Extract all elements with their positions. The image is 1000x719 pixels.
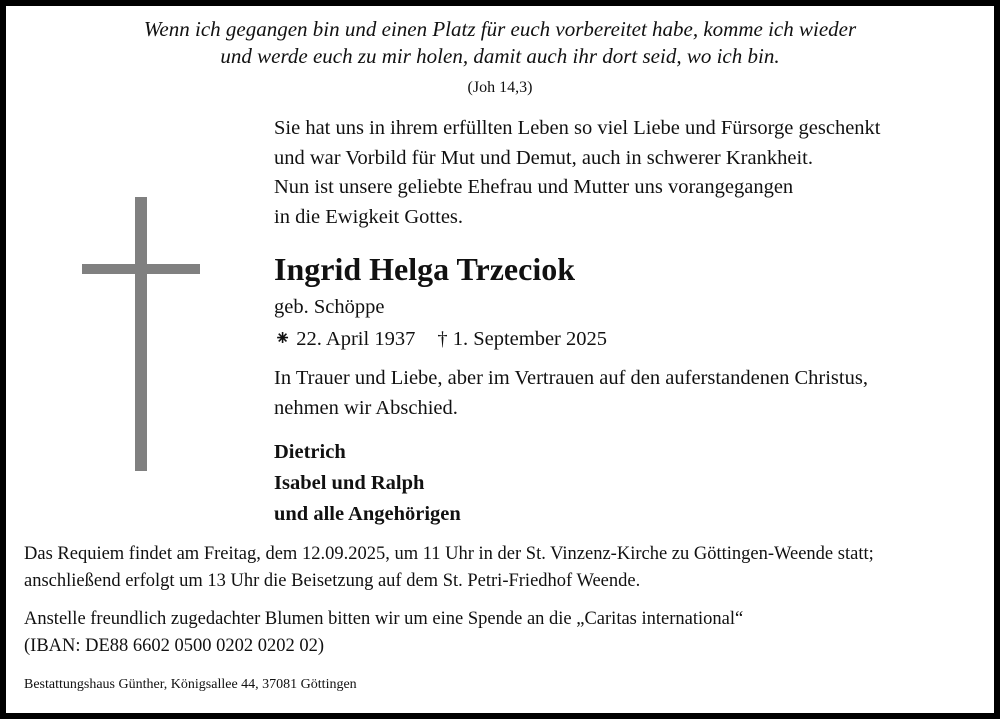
intro-line: Sie hat uns in ihrem erfüllten Leben so viel Liebe und Fürsorge geschenkt [274,117,881,139]
verse-line: und werde euch zu mir holen, damit auch ihr dort seid, wo ich bin. [220,44,780,68]
mourner: und alle Angehörigen [274,503,461,525]
intro-line: in die Ewigkeit Gottes. [274,205,464,228]
death-date: † 1. September 2025 [437,328,607,350]
service-info [24,541,874,595]
bible-verse [6,16,994,70]
obituary-notice [6,6,994,713]
intro-line: und war Vorbild für Mut und Demut, auch in schwerer Krankheit. [274,146,813,169]
service-line: anschließend erfolgt um 13 Uhr die Beisetzung auf dem St. Petri-Friedhof Weende. [24,571,641,591]
farewell-line: In Trauer und Liebe, aber im Vertrauen auf den auferstandenen Christus, [274,367,868,389]
mourner: Isabel und Ralph [274,472,425,494]
intro-text [274,114,881,232]
farewell-text [274,364,868,423]
verse-reference: (Joh 14,3) [467,79,533,96]
undertaker-info: Bestattungshaus Günther, Königsallee 44, 37081 Göttingen [24,677,357,692]
mourner: Dietrich [274,441,346,463]
cross-horizontal-bar [82,264,200,274]
life-dates [274,326,607,351]
mourners-list [274,437,461,530]
service-line: Das Requiem findet am Freitag, dem 12.09.2025, um 11 Uhr in der St. Vinzenz-Kirche zu Göttingen-Weende statt; [24,544,874,564]
intro-line: Nun ist unsere geliebte Ehefrau und Mutter uns vorangegangen [274,176,794,198]
farewell-line: nehmen wir Abschied. [274,396,458,419]
donation-line: Anstelle freundlich zugedachter Blumen bitten wir um eine Spende an die „Caritas international“ [24,609,744,629]
deceased-name: Ingrid Helga Trzeciok [274,251,576,287]
birth-date: ⁕ 22. April 1937 [274,328,416,350]
donation-line: (IBAN: DE88 6602 0500 0202 0202 02) [24,636,325,656]
donation-info [24,606,743,660]
birth-name: geb. Schöppe [274,296,385,318]
verse-line: Wenn ich gegangen bin und einen Platz für euch vorbereitet habe, komme ich wieder [143,17,857,41]
cross-vertical-bar [135,197,147,471]
